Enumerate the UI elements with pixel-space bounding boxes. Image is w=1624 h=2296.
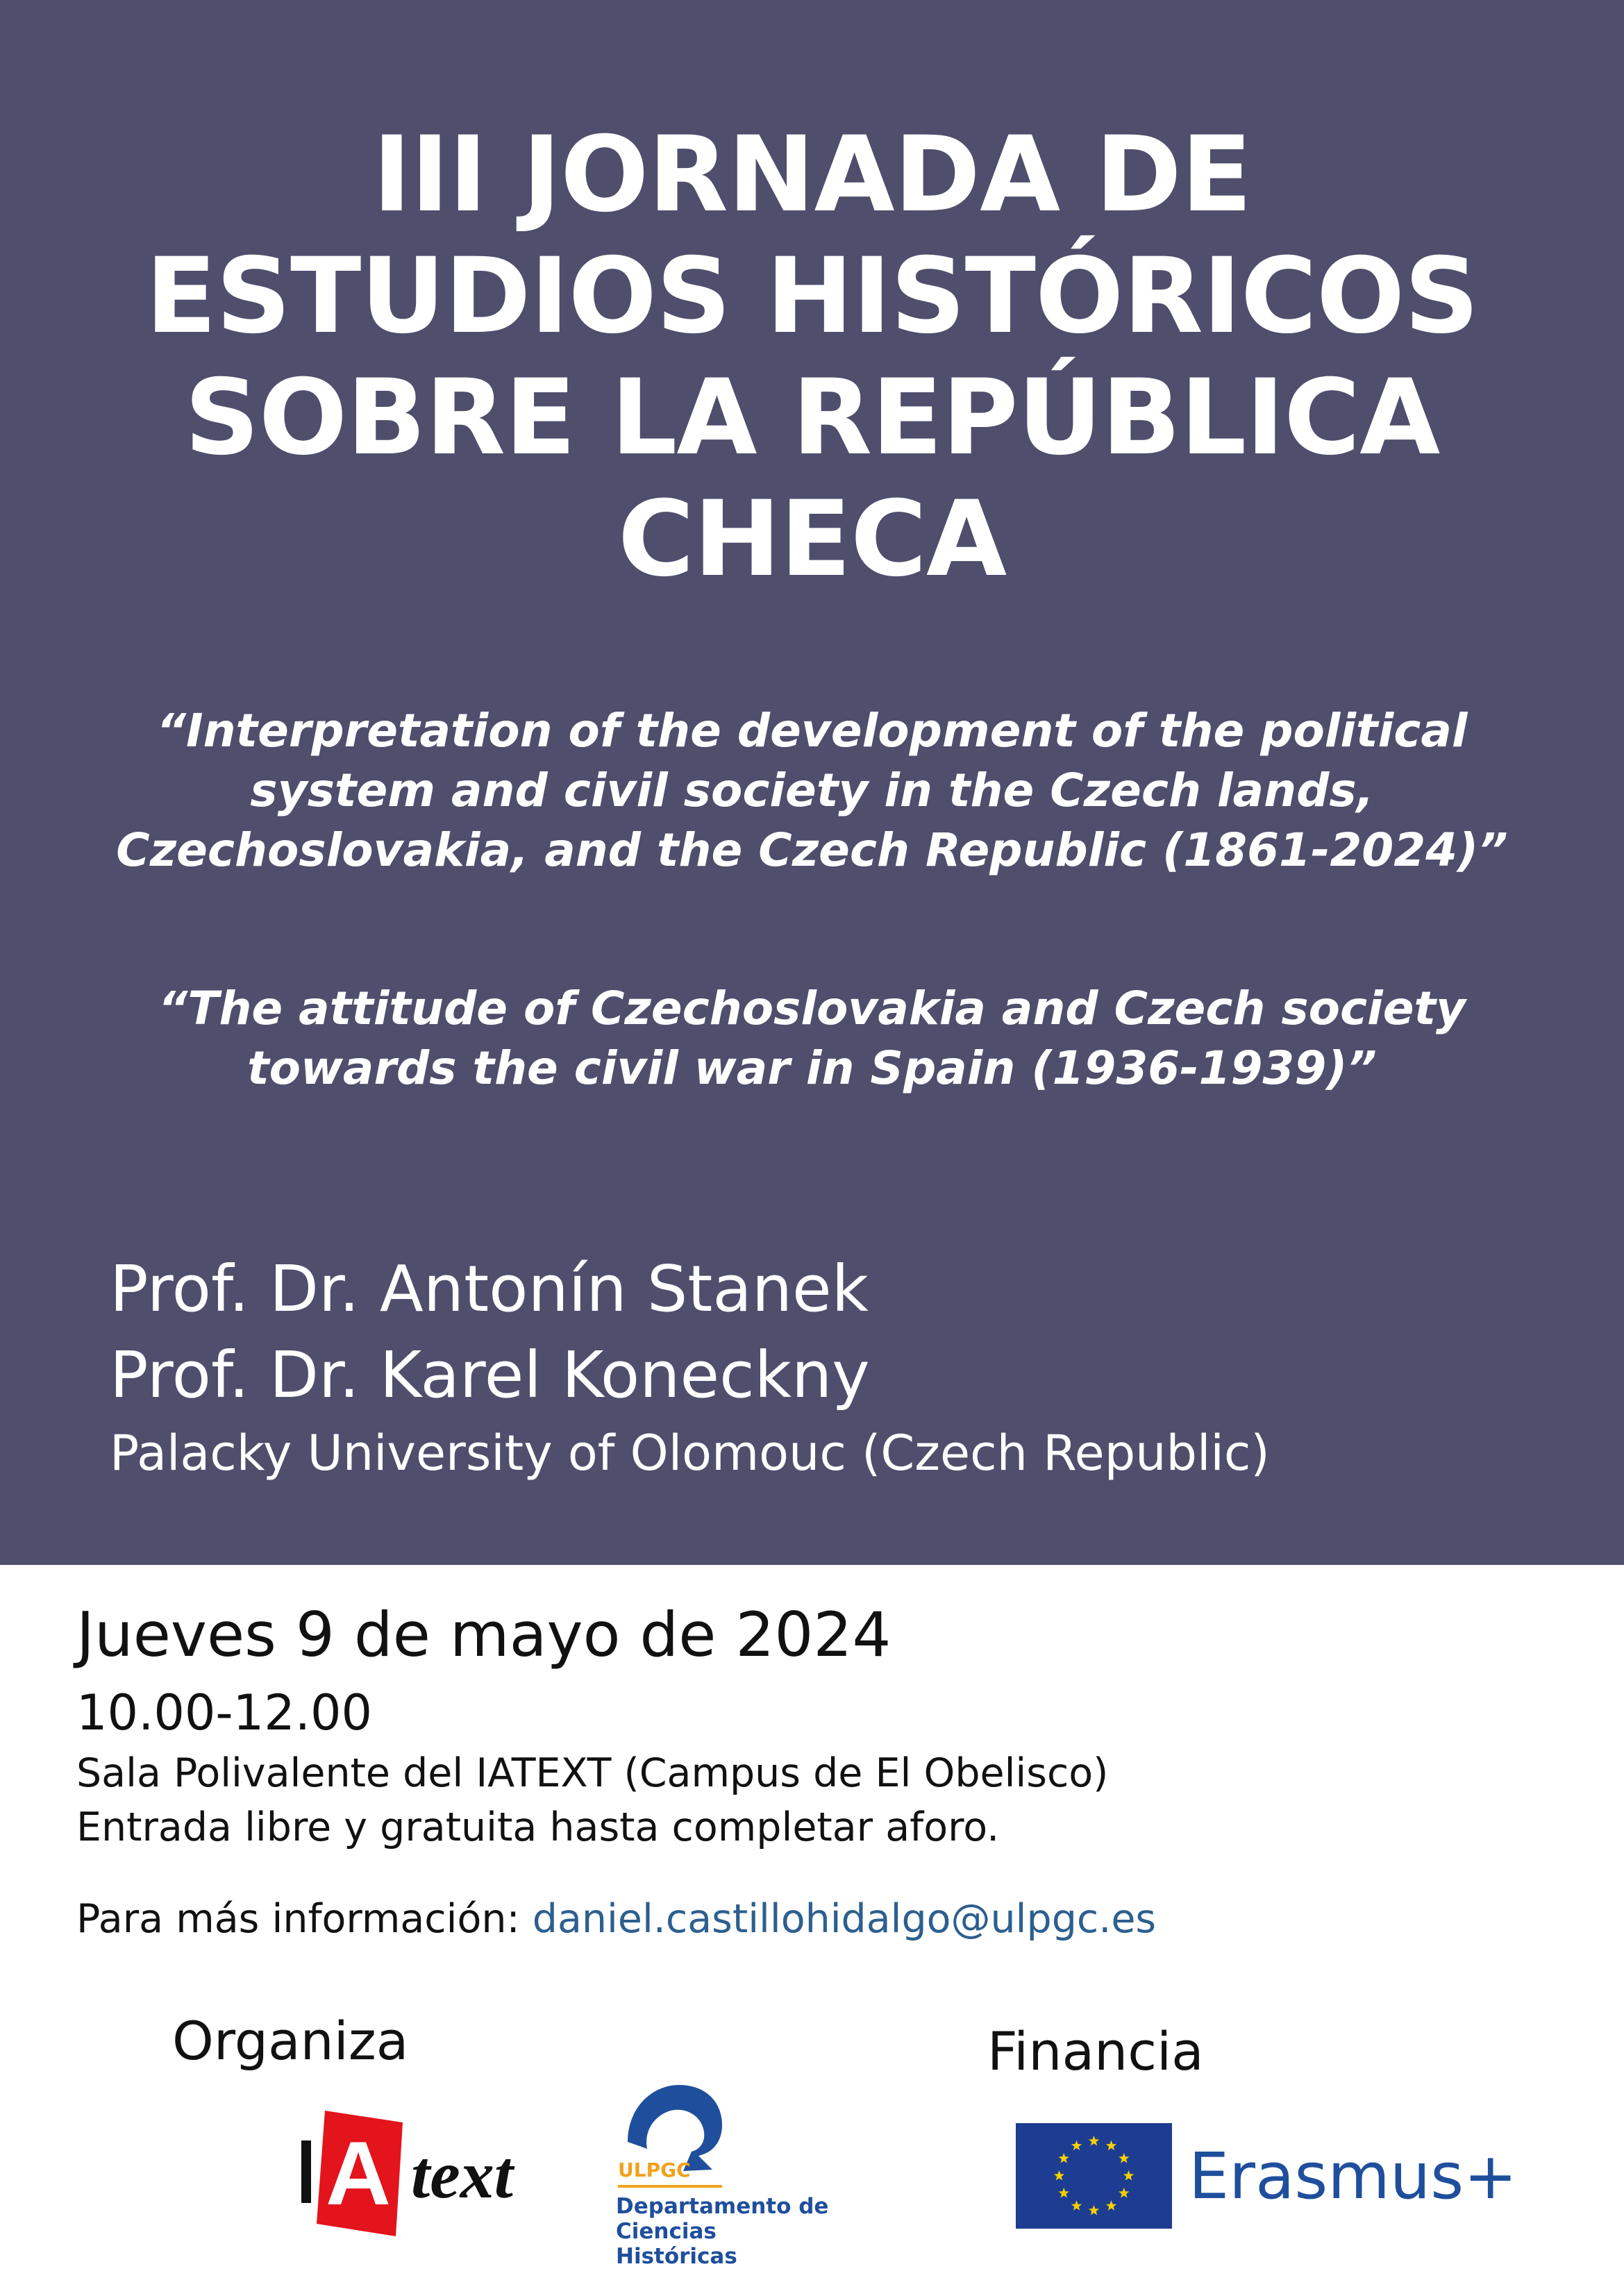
iatext-logo <box>299 2100 562 2246</box>
title-line: ESTUDIOS HISTÓRICOS <box>145 236 1479 357</box>
event-date: Jueves 9 de mayo de 2024 <box>76 1599 891 1670</box>
speaker-affiliation: Palacky University of Olomouc (Czech Republic) <box>110 1425 1270 1482</box>
speakers-block <box>110 1246 1270 1488</box>
talk-line: towards the civil war in Spain (1936-1939)” <box>247 1041 1377 1095</box>
financia-label: Financia <box>987 2020 1204 2082</box>
talk-title-2 <box>0 979 1624 1098</box>
event-venue: Sala Polivalente del IATEXT (Campus de El Obelisco) <box>76 1750 1109 1796</box>
event-details <box>76 1593 1108 1854</box>
more-info <box>76 1892 1156 1946</box>
speaker-name: Prof. Dr. Antonín Stanek <box>110 1252 869 1326</box>
event-entry: Entrada libre y gratuita hasta completar aforo. <box>76 1804 1000 1850</box>
ulpgc-acronym: ULPGC <box>618 2159 691 2181</box>
ulpgc-divider <box>618 2185 722 2188</box>
dept-line: Ciencias <box>616 2219 717 2244</box>
event-title <box>0 115 1624 601</box>
title-line: CHECA <box>617 479 1007 600</box>
eu-flag-icon <box>1016 2123 1172 2229</box>
talk-line: Czechoslovakia, and the Czech Republic (1861-2024)” <box>116 823 1508 877</box>
iatext-a: A <box>326 2122 391 2224</box>
talk-line: system and civil society in the Czech lands, <box>250 764 1374 817</box>
title-line: SOBRE LA REPÚBLICA <box>184 358 1440 478</box>
organiza-label: Organiza <box>172 2010 409 2072</box>
title-line: III JORNADA DE <box>372 115 1252 235</box>
dept-line: Históricas <box>616 2244 737 2269</box>
speaker-name: Prof. Dr. Karel Koneckny <box>110 1338 870 1412</box>
erasmus-plus-logo: Erasmus+ <box>1189 2139 1518 2213</box>
talk-line: “Interpretation of the development of the political <box>156 704 1468 757</box>
iatext-bar <box>301 2140 311 2203</box>
event-time: 10.00-12.00 <box>76 1684 373 1741</box>
dept-line: Departamento de <box>616 2194 829 2219</box>
info-label: Para más información: <box>76 1896 520 1942</box>
info-email-link[interactable]: daniel.castillohidalgo@ulpgc.es <box>532 1896 1157 1942</box>
ulpgc-department <box>616 2194 828 2269</box>
iatext-word: text <box>411 2138 513 2213</box>
talk-line: “The attitude of Czechoslovakia and Czech society <box>158 982 1466 1035</box>
talk-title-1 <box>0 701 1624 880</box>
